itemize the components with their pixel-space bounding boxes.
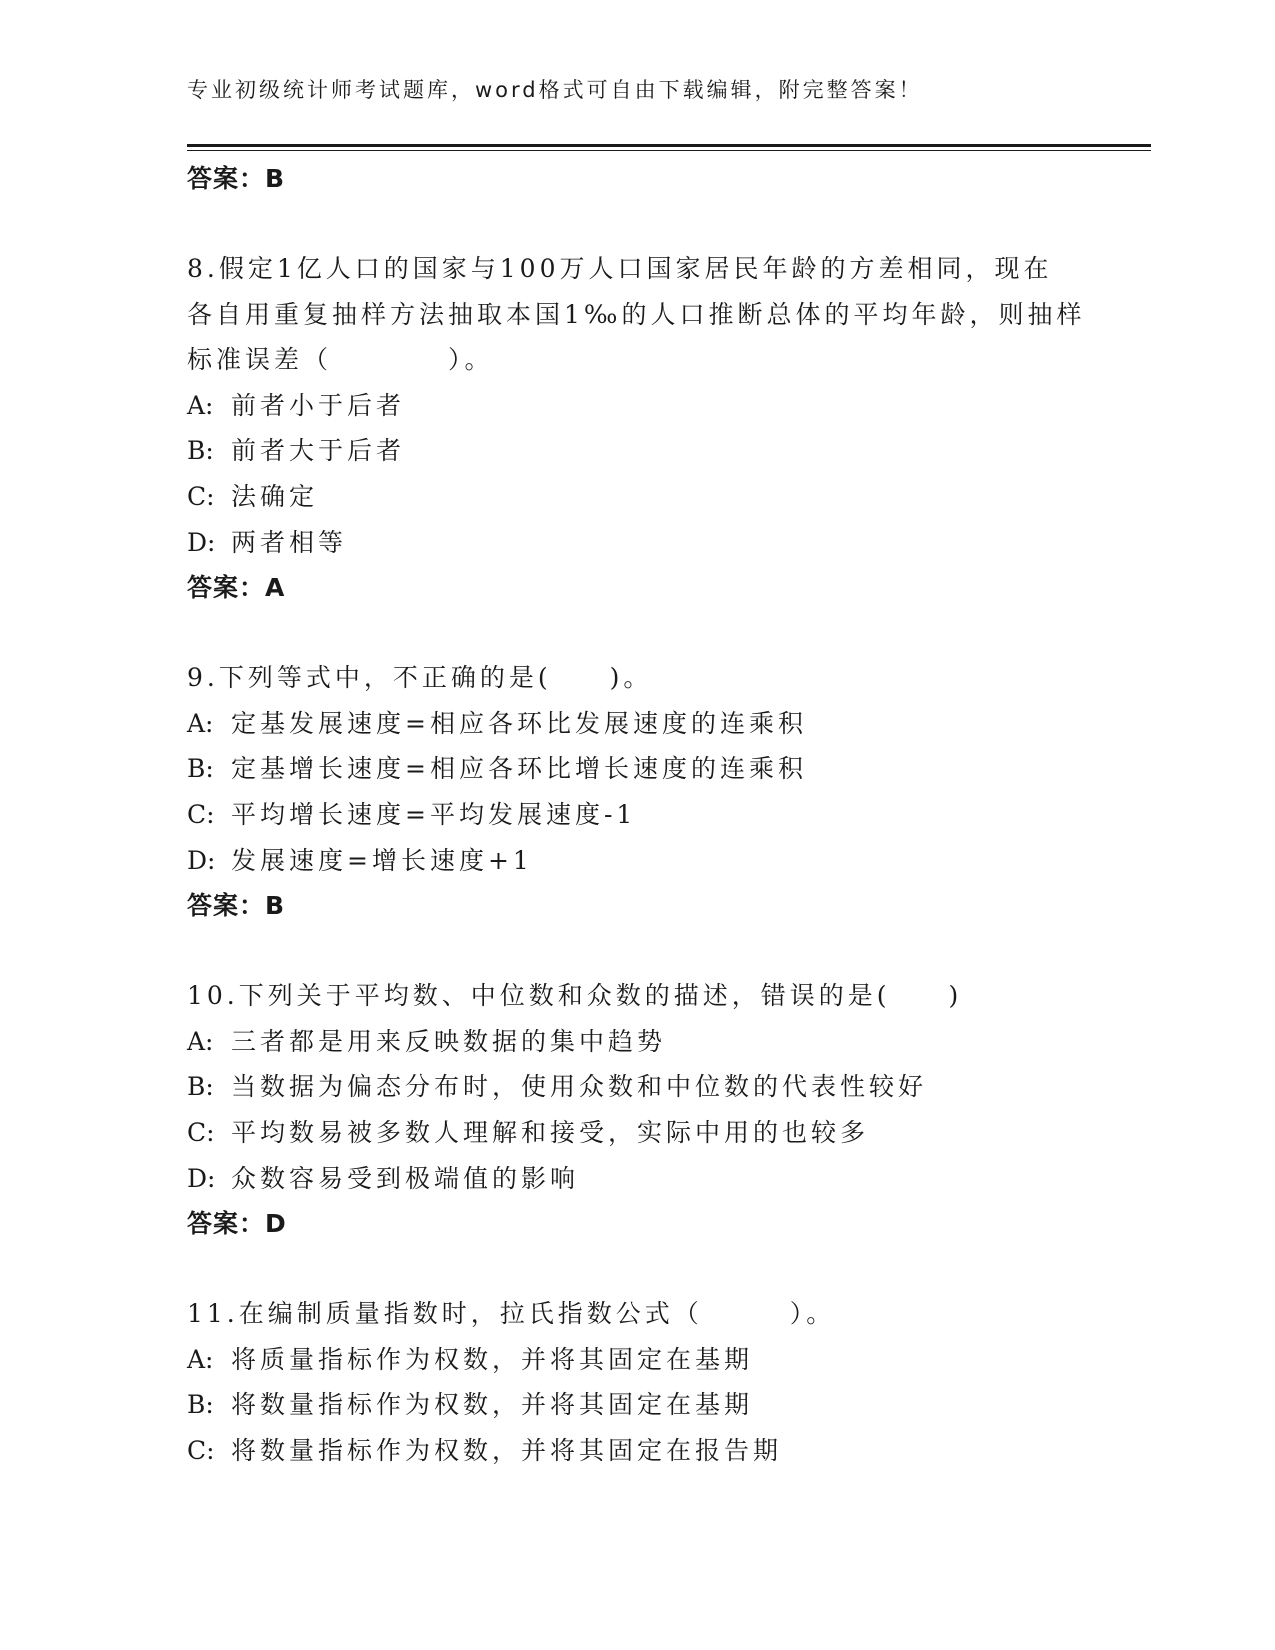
option-c <box>187 792 1087 838</box>
option-text: 将数量指标作为权数，并将其固定在报告期 <box>231 1435 783 1465</box>
option-text: 前者小于后者 <box>231 390 406 420</box>
option-text: 平均增长速度=平均发展速度-1 <box>231 799 637 829</box>
option-text: 平均数易被多数人理解和接受，实际中用的也较多 <box>231 1117 870 1147</box>
option-text: 发展速度=增长速度+1 <box>231 845 533 875</box>
header-rule-thin <box>187 150 1151 151</box>
question-stem-line: 各自用重复抽样方法抽取本国1‰的人口推断总体的平均年龄，则抽样 <box>187 299 1086 329</box>
question-stem-line: 8.假定1亿人口的国家与100万人口国家居民年龄的方差相同，现在 <box>187 254 1053 283</box>
option-text: 定基增长速度=相应各环比增长速度的连乘积 <box>231 754 807 784</box>
option-c <box>187 474 1087 520</box>
option-text: 将质量指标作为权数，并将其固定在基期 <box>231 1344 754 1374</box>
option-letter: C: <box>187 799 215 829</box>
option-letter: D: <box>187 845 216 875</box>
option-d <box>187 520 1087 566</box>
question-stem-line: 10.下列关于平均数、中位数和众数的描述，错误的是( ) <box>187 981 963 1011</box>
answer-line: 答案：B <box>187 891 286 921</box>
option-text: 众数容易受到极端值的影响 <box>231 1163 580 1193</box>
answer-line: 答案：D <box>187 1209 287 1239</box>
question-block <box>187 246 1087 611</box>
question-stem-line: 9.下列等式中，不正确的是( )。 <box>187 663 653 693</box>
option-letter: D: <box>187 527 216 557</box>
option-b <box>187 1064 1087 1110</box>
question-block <box>187 1291 1087 1473</box>
answer-line: 答案：B <box>187 164 286 193</box>
question-list <box>187 156 1087 1473</box>
option-text: 法确定 <box>231 481 319 511</box>
option-letter: C: <box>187 1435 215 1465</box>
option-text: 三者都是用来反映数据的集中趋势 <box>231 1026 667 1056</box>
option-a <box>187 1019 1087 1065</box>
option-letter: B: <box>187 754 214 784</box>
option-letter: B: <box>187 436 214 466</box>
option-letter: D: <box>187 1163 216 1193</box>
option-text: 将数量指标作为权数，并将其固定在基期 <box>231 1390 754 1420</box>
option-d <box>187 1156 1087 1202</box>
option-d <box>187 838 1087 884</box>
option-c <box>187 1110 1087 1156</box>
option-letter: C: <box>187 481 215 511</box>
question-block <box>187 655 1087 929</box>
option-letter: C: <box>187 1117 215 1147</box>
option-c <box>187 1428 1087 1474</box>
question-stem-line: 标准误差（ ）。 <box>187 345 494 375</box>
option-b <box>187 428 1087 474</box>
option-b <box>187 1382 1087 1428</box>
option-letter: A: <box>187 1026 214 1056</box>
header-rule-thick <box>187 144 1151 147</box>
option-letter: A: <box>187 1344 214 1374</box>
option-text: 定基发展速度=相应各环比发展速度的连乘积 <box>231 708 807 738</box>
question-block <box>187 973 1087 1247</box>
option-letter: A: <box>187 708 214 738</box>
option-letter: B: <box>187 1072 214 1102</box>
answer-line: 答案：A <box>187 573 286 603</box>
option-a <box>187 1337 1087 1383</box>
page-header: 专业初级统计师考试题库，word格式可自由下载编辑，附完整答案！ <box>187 78 923 102</box>
option-a <box>187 701 1087 747</box>
option-b <box>187 746 1087 792</box>
question-stem-line: 11.在编制质量指数时，拉氏指数公式（ ）。 <box>187 1299 836 1329</box>
option-letter: B: <box>187 1390 214 1420</box>
option-text: 前者大于后者 <box>231 436 406 466</box>
option-text: 当数据为偏态分布时，使用众数和中位数的代表性较好 <box>231 1072 928 1102</box>
option-a <box>187 383 1087 429</box>
option-letter: A: <box>187 390 214 420</box>
option-text: 两者相等 <box>231 527 348 557</box>
